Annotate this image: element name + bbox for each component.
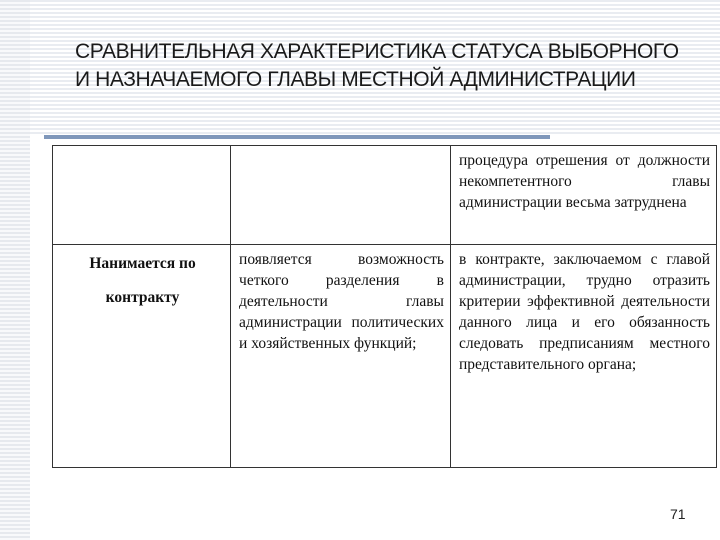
table-cell-label [53,146,231,245]
table-row [53,245,717,468]
slide-title: СРАВНИТЕЛЬНАЯ ХАРАКТЕРИСТИКА СТАТУСА ВЫБОРНОГО И НАЗНАЧАЕМОГО ГЛАВЫ МЕСТНОЙ АДМИНИСТРАЦИИ [75,40,679,91]
table-cell-elected: появляется возможность четкого разделения в деятельности главы администрации политических и хозяйственных функций; [231,245,451,468]
page-number: 71 [670,506,686,522]
comparison-table [52,145,717,468]
table-row [53,146,717,245]
left-decorative-bar [0,0,30,540]
table-cell-appointed: процедура отрешения от должности некомпетентного главы администрации весьма затруднена [450,146,716,245]
table-cell-elected [231,146,451,245]
table-cell-appointed: в контракте, заключаемом с главой администрации, трудно отразить критерии эффективной деятельности данного лица и его обязанность следовать предписаниям местного представительного органа; [450,245,716,468]
table-cell-label: Нанимается по контракту [53,245,231,468]
title-underline [44,135,550,139]
